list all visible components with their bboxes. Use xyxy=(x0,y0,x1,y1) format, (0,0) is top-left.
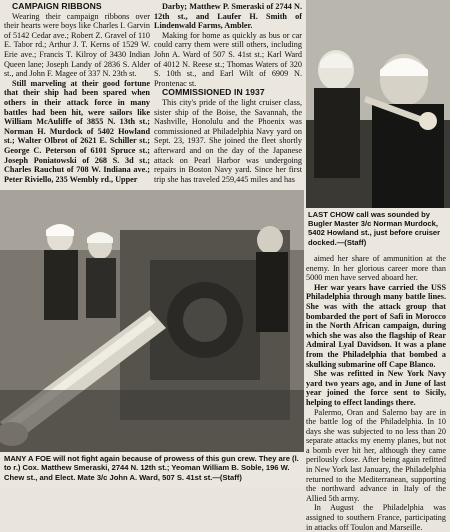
paragraph: Darby; Matthew P. Smeraski of 2744 N. 12th st., and Laufer H. Smith of Lindenwald Farms, Ambler. xyxy=(154,2,302,31)
section-heading-commissioned: COMMISSIONED IN 1937 xyxy=(162,87,265,98)
article-column-2 xyxy=(154,2,302,184)
article-column-1 xyxy=(4,2,150,184)
paragraph: She was refitted in New York Navy yard two years ago, and in June of last year joined the force sent to Sicily, helping to effect landings there. xyxy=(306,369,446,407)
paragraph: Palermo, Oran and Salerno bay are in the battle log of the Philadelphia. In 10 days she was subjected to no less than 20 separate attacks my enemy planes, but not a bomb ever hit her, although they came perilously close. After being again refitted in New York last January, the Philadelphia returned to the Mediterranean, supporting the northward advance in Italy of the Allied 5th army. xyxy=(306,407,446,503)
paragraph: Her war years have carried the USS Philadelphia through many battle lines. She was with the attack group that bombarded the port of Safi in Morocco in the North African campaign, during which she was also the flagship of Rear Admiral Lyal Davidson. It was a plane from the Philadelphia that bombed a skulking submarine off Cape Blanco. xyxy=(306,282,446,369)
bugler-photo-illustration xyxy=(306,0,450,208)
paragraph: Still marveling at their good fortune that their ship had been spared when others in their attack force in many battles had been hit, were sailors like William McAuliffe of 3855 N. 13th st.; Norman H. Murdock of 5402 Howland st.; Walter Olbrot of 2621 E. Schiller st.; George C. Peterson of 6101 Spruce st.; Joseph Poniatowski of 268 S. 3d st.; Charles Rauchut of 708 W. Indiana ave.; Peter Riviello, 235 Wembly rd., Upper xyxy=(4,78,150,184)
paragraph: In August the Philadelphia was assigned to southern France, participating in attacks off Toulon and Marseille. xyxy=(306,503,446,532)
article-column-3 xyxy=(306,254,446,532)
paragraph: aimed her share of ammunition at the enemy. In her glorious career more than 5000 men have served aboard her. xyxy=(306,254,446,283)
bugler-photo xyxy=(306,0,450,208)
bugler-photo-caption: LAST CHOW call was sounded by Bugler Master 3/c Norman Murdock, 5402 Howland st., just before cruiser docked.—(Staff) xyxy=(308,210,441,247)
gun-crew-photo xyxy=(0,190,304,452)
gun-crew-photo-illustration xyxy=(0,190,304,452)
paragraph: Making for home as quickly as bus or car could carry them were still others, including John A. Ward of 507 S. 41st st.; Karl Ward of 4012 N. Reese st.; Thomas Waters of 320 S. 10th st., and Earl Wilt of 6909 N. Prontenac st. xyxy=(154,30,302,88)
section-heading-campaign-ribbons: CAMPAIGN RIBBONS xyxy=(12,1,102,11)
paragraph: This city's pride of the light cruiser class, sister ship of the Boise, the Savannah, the Nashville, Honolulu and the Phoenix was commissioned at Philadelphia Navy yard on Sept. 23, 1937. She joined the fleet shortly afterward and on the day of the Japanese attack on Pearl Harbor was undergoing repairs in Boston Navy yard. Since her first trip she has traveled 259,445 miles and has xyxy=(154,97,302,184)
paragraph: Wearing their campaign ribbons over their hearts were boys like Charles I. Garvin of 5142 Cedar ave.; Robert Z. Gravel of 110 E. Tabor rd.; Arthur J. T. Kerns of 1529 W. Erie ave.; Francis T. Kilroy of 3430 Indian Queen lane; Joseph Landy of 2836 S. Alder st., and John F. Magee of 337 N. 23th st. xyxy=(4,11,150,79)
gun-crew-photo-caption: MANY A FOE will not fight again because of prowess of this gun crew. They are (l. to r.) Cox. Matthew Smeraski, 2744 N. 12th st.; Yeoman William B. Soble, 196 W. Chew st., and Elect. Mate 3/c John A. Ward, 507 S. 41st st.—(Staff) xyxy=(4,454,299,482)
